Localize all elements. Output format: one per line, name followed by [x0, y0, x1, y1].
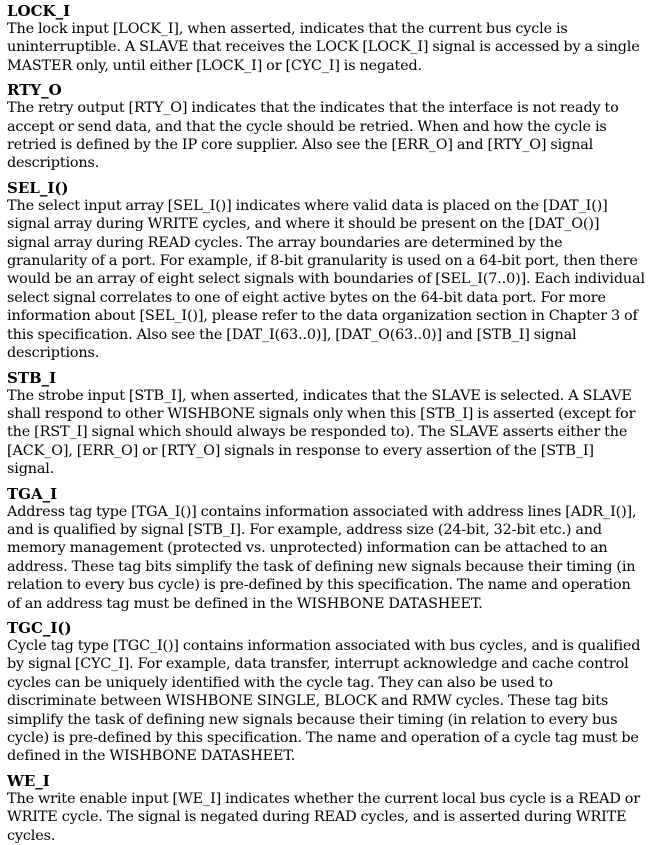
signal-description: Cycle tag type [TGC_I()] contains information associated with bus cycles, and is qualified by signal [CYC_I]. For example, data transfer, interrupt acknowledge and cache control cycles can be uniquely identified with the cycle tag. They can also be used to discriminate between WISHBONE SINGLE, BLOCK and RMW cycles. These tag bits simplify the task of defining new signals because their timing (in relation to every bus cycle) is pre-defined by this specification. The name and operation of a cycle tag must be defined in the WISHBONE DATASHEET.	[7, 637, 641, 765]
signal-section-stb-i	[7, 367, 645, 479]
signal-name: TGC_I()	[7, 618, 72, 637]
signal-name: TGA_I	[7, 484, 58, 503]
signal-description: Address tag type [TGA_I()] contains information associated with address lines [ADR_I()], and is qualified by signal [STB_I]. For example, address size (24-bit, 32-bit etc.) and memory management (protected vs. unprotected) information can be attached to an address. These tag bits simplify the task of defining new signals because their timing (in relation to every bus cycle) is pre-defined by this specification. The name and operation of an address tag must be defined in the WISHBONE DATASHEET.	[7, 503, 637, 612]
signal-description: The retry output [RTY_O] indicates that the indicates that the interface is not ready to accept or send data, and that the cycle should be retried. When and how the cycle is retried is defined by the IP core supplier. Also see the [ERR_O] and [RTY_O] signal descriptions.	[7, 100, 619, 172]
signal-name: LOCK_I	[7, 2, 71, 20]
signal-name: STB_I	[7, 368, 57, 387]
signal-name: SEL_I()	[7, 178, 69, 197]
signal-section-tga-i	[7, 483, 645, 613]
signal-name: WE_I	[7, 771, 50, 790]
signal-name: RTY_O	[7, 81, 62, 100]
signal-description: The lock input [LOCK_I], when asserted, indicates that the current bus cycle is uninterruptible. A SLAVE that receives the LOCK [LOCK_I] signal is accessed by a single MASTER only, until either [LOCK_I] or [CYC_I] is negated.	[7, 21, 640, 74]
signal-section-lock-i	[7, 0, 645, 75]
signal-section-sel-i	[7, 177, 645, 363]
signal-description: The write enable input [WE_I] indicates whether the current local bus cycle is a READ or WRITE cycle. The signal is negated during READ cycles, and is asserted during WRITE cycles.	[7, 790, 641, 844]
signal-description: The select input array [SEL_I()] indicates where valid data is placed on the [DAT_I()] signal array during WRITE cycles, and where it should be present on the [DAT_O()] signal array during READ cycles. The array boundaries are determined by the granularity of a port. For example, if 8-bit granularity is used on a 64-bit port, then there would be an array of eight select signals with boundaries of [SEL_I(7..0)]. Each individual select signal correlates to one of eight active bytes on the 64-bit data port. For more information about [SEL_I()], please refer to the data organization section in Chapter 3 of this specification. Also see the [DAT_I(63..0)], [DAT_O(63..0)] and [STB_I] signal descriptions.	[7, 197, 645, 362]
signal-description: The strobe input [STB_I], when asserted, indicates that the SLAVE is selected. A SLAVE shall respond to other WISHBONE signals only when this [STB_I] is asserted (except for the [RST_I] signal which should always be responded to). The SLAVE asserts either the [ACK_O], [ERR_O] or [RTY_O] signals in response to every assertion of the [STB_I] signal.	[7, 387, 636, 478]
signal-section-rty-o	[7, 79, 645, 173]
signal-section-tgc-i	[7, 617, 645, 766]
signal-section-we-i	[7, 770, 645, 845]
